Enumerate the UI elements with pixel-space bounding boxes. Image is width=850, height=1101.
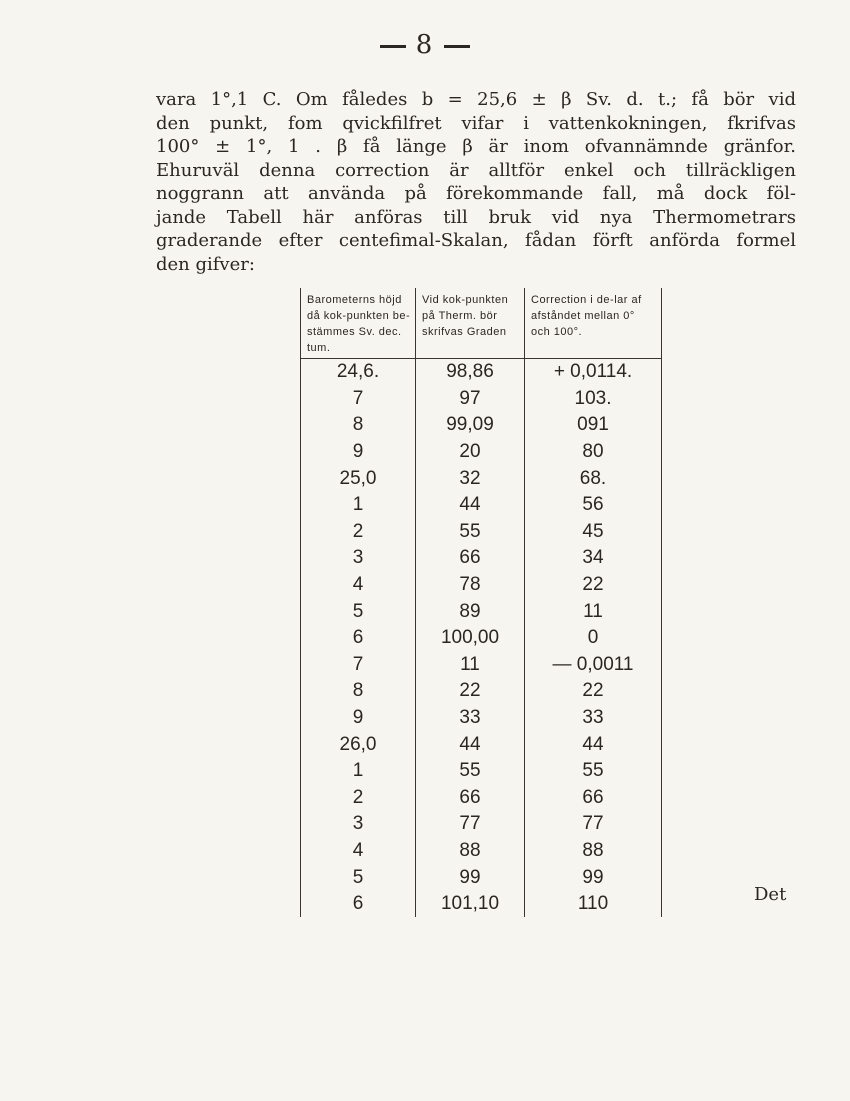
cell-barometer-height: 8 [301,678,416,705]
cell-boiling-point: 32 [416,465,525,492]
cell-correction: 22 [525,678,662,705]
cell-boiling-point: 44 [416,731,525,758]
right-dash [444,45,470,48]
table-row [301,412,662,439]
table-row [301,731,662,758]
cell-boiling-point: 98,86 [416,359,525,386]
cell-boiling-point: 78 [416,572,525,599]
table-row [301,386,662,413]
cell-correction: 55 [525,758,662,785]
table-header-row [301,288,662,359]
table-body [301,359,662,918]
cell-barometer-height: 3 [301,811,416,838]
table-row [301,359,662,386]
table-row [301,439,662,466]
boiling-point-table [300,288,662,917]
cell-boiling-point: 89 [416,598,525,625]
table-row [301,864,662,891]
cell-correction: 11 [525,598,662,625]
table-row [301,891,662,918]
cell-boiling-point: 99 [416,864,525,891]
cell-correction: 80 [525,439,662,466]
table-row [301,519,662,546]
table-row [301,492,662,519]
body-paragraph [156,88,796,276]
page-number: 8 [415,30,435,60]
cell-correction: 103. [525,386,662,413]
cell-boiling-point: 97 [416,386,525,413]
paragraph-line: jande Tabell här anföras till bruk vid nya Thermometrars [156,206,796,228]
catchword: Det [754,884,787,905]
cell-barometer-height: 1 [301,758,416,785]
cell-barometer-height: 26,0 [301,731,416,758]
cell-correction: 88 [525,838,662,865]
table-row [301,598,662,625]
cell-correction: 44 [525,731,662,758]
table-row [301,811,662,838]
cell-boiling-point: 55 [416,758,525,785]
cell-barometer-height: 25,0 [301,465,416,492]
paragraph-line: Ehuruväl denna correction är alltför enkel och tillräckligen [156,159,796,181]
cell-boiling-point: 33 [416,705,525,732]
cell-correction: 99 [525,864,662,891]
table-row [301,758,662,785]
cell-correction: 56 [525,492,662,519]
cell-barometer-height: 9 [301,705,416,732]
cell-barometer-height: 4 [301,572,416,599]
cell-boiling-point: 77 [416,811,525,838]
cell-correction: 45 [525,519,662,546]
cell-correction: 091 [525,412,662,439]
cell-correction: 66 [525,785,662,812]
paragraph-line: den gifver: [156,253,255,275]
cell-boiling-point: 88 [416,838,525,865]
paragraph-line: graderande efter centefimal-Skalan, fådan förft anförda formel [156,230,796,251]
cell-boiling-point: 22 [416,678,525,705]
table-row [301,465,662,492]
table-row [301,785,662,812]
cell-correction: — 0,0011 [525,652,662,679]
cell-barometer-height: 2 [301,785,416,812]
cell-boiling-point: 11 [416,652,525,679]
cell-boiling-point: 44 [416,492,525,519]
cell-correction: 68. [525,465,662,492]
cell-barometer-height: 1 [301,492,416,519]
header-boiling-point: Vid kok-punkten på Therm. bör skrifvas Graden [416,288,525,359]
cell-barometer-height: 3 [301,545,416,572]
cell-barometer-height: 7 [301,652,416,679]
table-row [301,652,662,679]
paragraph-line: 100° ± 1°, 1 . β få länge β är inom ofvannämnde gränfor. [156,136,796,157]
cell-barometer-height: 5 [301,598,416,625]
cell-correction: 33 [525,705,662,732]
cell-correction: + 0,0114. [525,359,662,386]
table-row [301,572,662,599]
table-row [301,545,662,572]
cell-boiling-point: 100,00 [416,625,525,652]
cell-barometer-height: 9 [301,439,416,466]
cell-barometer-height: 6 [301,625,416,652]
table-row [301,705,662,732]
cell-correction: 110 [525,891,662,918]
cell-barometer-height: 6 [301,891,416,918]
cell-barometer-height: 7 [301,386,416,413]
table-row [301,838,662,865]
cell-barometer-height: 8 [301,412,416,439]
table-row [301,678,662,705]
cell-barometer-height: 2 [301,519,416,546]
cell-boiling-point: 66 [416,545,525,572]
cell-correction: 0 [525,625,662,652]
paragraph-line: vara 1°,1 C. Om fåledes b = 25,6 ± β Sv. d. t.; få bör vid [156,89,796,110]
cell-boiling-point: 20 [416,439,525,466]
cell-boiling-point: 66 [416,785,525,812]
cell-correction: 22 [525,572,662,599]
cell-correction: 34 [525,545,662,572]
cell-barometer-height: 5 [301,864,416,891]
cell-boiling-point: 99,09 [416,412,525,439]
header-barometer-height: Barometerns höjd då kok-punkten be-stämmes Sv. dec. tum. [301,288,416,359]
cell-barometer-height: 24,6. [301,359,416,386]
header-correction: Correction i de-lar af afståndet mellan 0° och 100°. [525,288,662,359]
cell-boiling-point: 101,10 [416,891,525,918]
paragraph-line: noggrann att använda på förekommande fall, må dock föl- [156,183,796,204]
cell-boiling-point: 55 [416,519,525,546]
table-row [301,625,662,652]
cell-barometer-height: 4 [301,838,416,865]
cell-correction: 77 [525,811,662,838]
left-dash [380,45,406,48]
page-number-header [0,30,850,60]
paragraph-line: den punkt, fom qvickfilfret vifar i vattenkokningen, fkrifvas [156,112,796,134]
